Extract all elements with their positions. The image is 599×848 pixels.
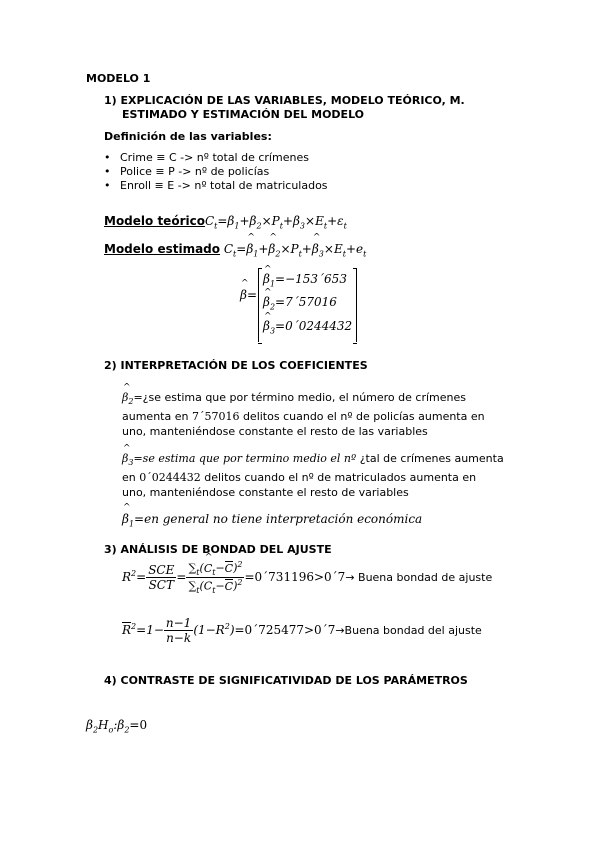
estimated-model-label: Modelo estimado [104, 242, 221, 256]
list-item: • Enroll ≡ E -> nº total de matriculados [104, 179, 328, 192]
beta-1-estimate: ^ $\beta_1=-153´653$ [263, 270, 352, 293]
estimated-model [104, 242, 366, 258]
document-title: MODELO 1 [86, 72, 151, 85]
list-item: • Crime ≡ C -> nº total de crímenes [104, 151, 309, 164]
beta-2-estimate: ^ $\beta_2=7´57016$ [263, 293, 352, 316]
theoretical-model [104, 214, 347, 230]
interpretation-beta-3: ^ $\beta_3=se$ estima que por termino medio el nº ¿tal de crímenes aumenta en 0´0244432 delitos cuando el nº de matriculados aumenta en uno, manteniéndose constante el resto de variables [122, 451, 504, 500]
beta-3-estimate: ^ $\beta_3=0´0244432$ [263, 317, 352, 340]
section-1-heading-line1: 1) EXPLICACIÓN DE LAS VARIABLES, MODELO TEÓRICO, M. [104, 94, 465, 107]
section-1-heading-line2: ESTIMADO Y ESTIMACIÓN DEL MODELO [122, 108, 365, 121]
interpretation-beta-2: ^ $\beta_2=¿se$ estima que por término medio, el número de crímenes aumenta en 7´57016 delitos cuando el nº de policías aumenta en uno, manteniéndose constante el resto de las variables [122, 390, 485, 439]
beta-vector-label: ^ β= [240, 288, 257, 302]
variables-definition-title: Definición de las variables: [104, 130, 272, 143]
theoretical-model-equation: $C_t=\beta_1+\beta_2\times P_t+\beta_3\times E_t+\varepsilon_t$ [204, 214, 347, 231]
r-squared-formula: $R^2=$ $\frac{\text{SCE}}{\text{SCT}}$ = $\frac{\sum_t(\^{} C_t-C)^2}{\sum_t(C_t-C)^2}$ =0´731196>0´7→ Buena bondad de ajuste [122, 560, 492, 595]
section-4-heading: 4) CONTRASTE DE SIGNIFICATIVIDAD DE LOS PARÁMETROS [104, 674, 468, 687]
theoretical-model-label: Modelo teórico [104, 214, 205, 228]
section-3-heading: 3) ANÁLISIS DE BONDAD DEL AJUSTE [104, 543, 332, 556]
bullet-list [104, 151, 328, 193]
interpretation-beta-1: ^ $\beta_1=en$ general no tiene interpretación económica [122, 512, 422, 528]
list-item: • Police ≡ P -> nº de policías [104, 165, 270, 178]
estimated-model-equation: $C_t=\^{}$ $\beta_1+\^{}$ $\beta_2\times P_t+\^{}$ $\beta_3\times E_t+e_t$ [224, 242, 366, 256]
hypothesis: $\beta_2H_o:\beta_2=0$ [86, 718, 148, 735]
adjusted-r-squared-formula: $R^2=1-$ $\frac{n-1}{n-k}$ $(1-R^2)=0´725477>0´7\to Buena$ bondad del ajuste [122, 616, 482, 645]
section-2-heading: 2) INTERPRETACIÓN DE LOS COEFICIENTES [104, 359, 368, 372]
beta-estimates-matrix [258, 268, 357, 342]
